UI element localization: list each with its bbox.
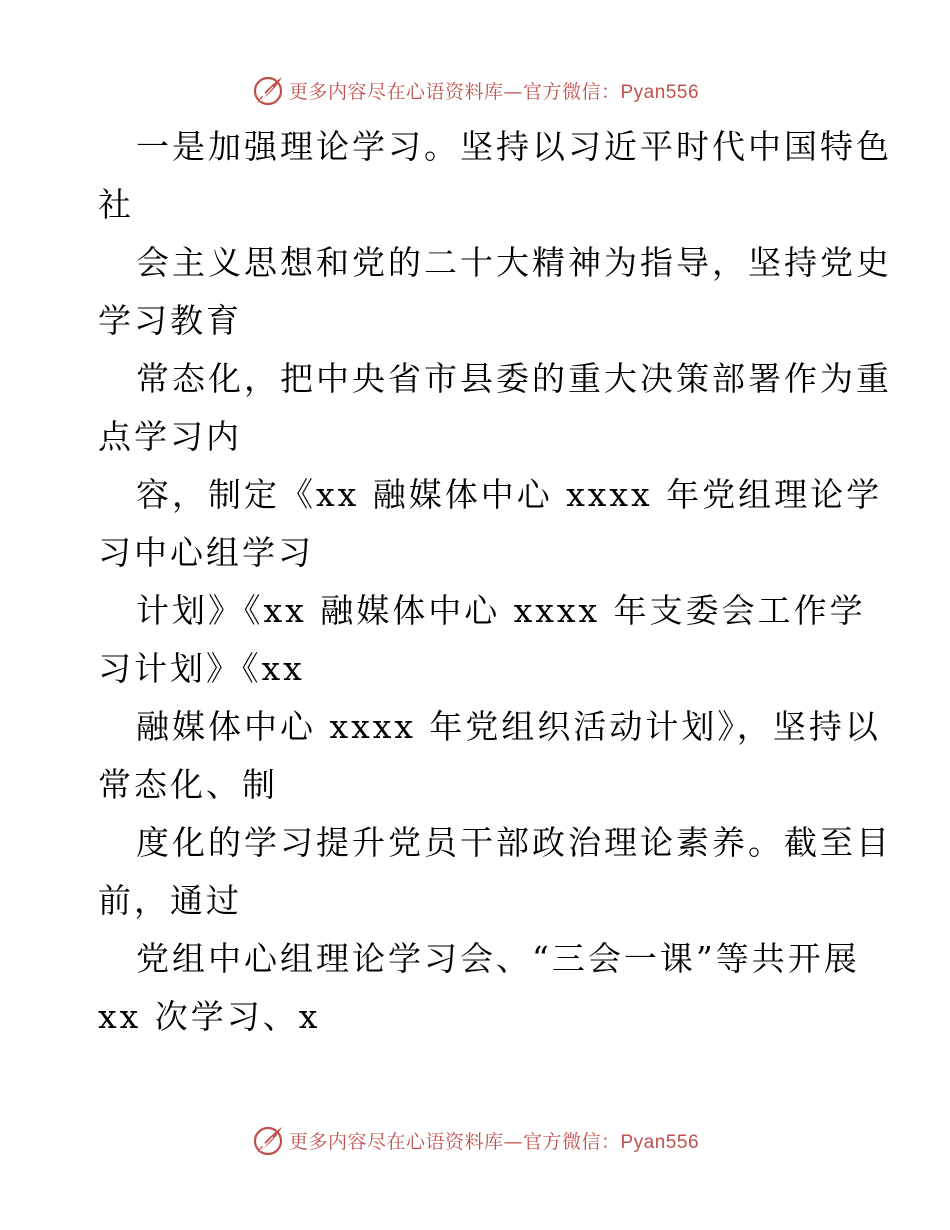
paragraph-line: 计划》《xx 融媒体中心 xxxx 年支委会工作学 [136, 591, 866, 630]
paragraph [98, 234, 892, 350]
paragraph-line: 度化的学习提升党员干部政治理论素养。截至目 [136, 823, 892, 862]
paragraph [98, 466, 883, 582]
footer-watermark-banner [0, 1122, 950, 1158]
paragraph-line: xx 次学习、x [98, 997, 321, 1036]
document-body [98, 118, 892, 1046]
paragraph-line: 社 [98, 185, 134, 224]
paragraph-line: 习计划》《xx [98, 649, 305, 688]
paragraph [98, 582, 866, 698]
paragraph-line: 会主义思想和党的二十大精神为指导，坚持党史 [136, 243, 892, 282]
paragraph-line: 融媒体中心 xxxx 年党组织活动计划》，坚持以 [136, 707, 881, 746]
header-watermark-text: 更多内容尽在心语资料库—官方微信：Pyan556 [288, 80, 700, 103]
paragraph-line: 习中心组学习 [98, 533, 314, 572]
paragraph-line: 一是加强理论学习。坚持以习近平时代中国特色 [136, 127, 892, 166]
paragraph-line: 常态化，把中央省市县委的重大决策部署作为重 [136, 359, 892, 398]
header-watermark-banner [0, 72, 950, 108]
feather-pen-logo-icon [251, 73, 285, 107]
footer-watermark-text: 更多内容尽在心语资料库—官方微信：Pyan556 [288, 1130, 700, 1153]
paragraph [98, 930, 858, 1046]
paragraph-line: 点学习内 [98, 417, 242, 456]
paragraph-line: 党组中心组理论学习会、“三会一课”等共开展 [136, 939, 860, 978]
paragraph-line: 容，制定《xx 融媒体中心 xxxx 年党组理论学 [136, 475, 883, 514]
paragraph-line: 学习教育 [98, 301, 242, 340]
paragraph [98, 814, 892, 930]
feather-pen-logo-icon [251, 1123, 285, 1157]
paragraph-line: 前，通过 [98, 881, 242, 920]
paragraph [98, 698, 881, 814]
paragraph-line: 常态化、制 [98, 765, 278, 804]
paragraph [98, 118, 892, 234]
paragraph [98, 350, 892, 466]
